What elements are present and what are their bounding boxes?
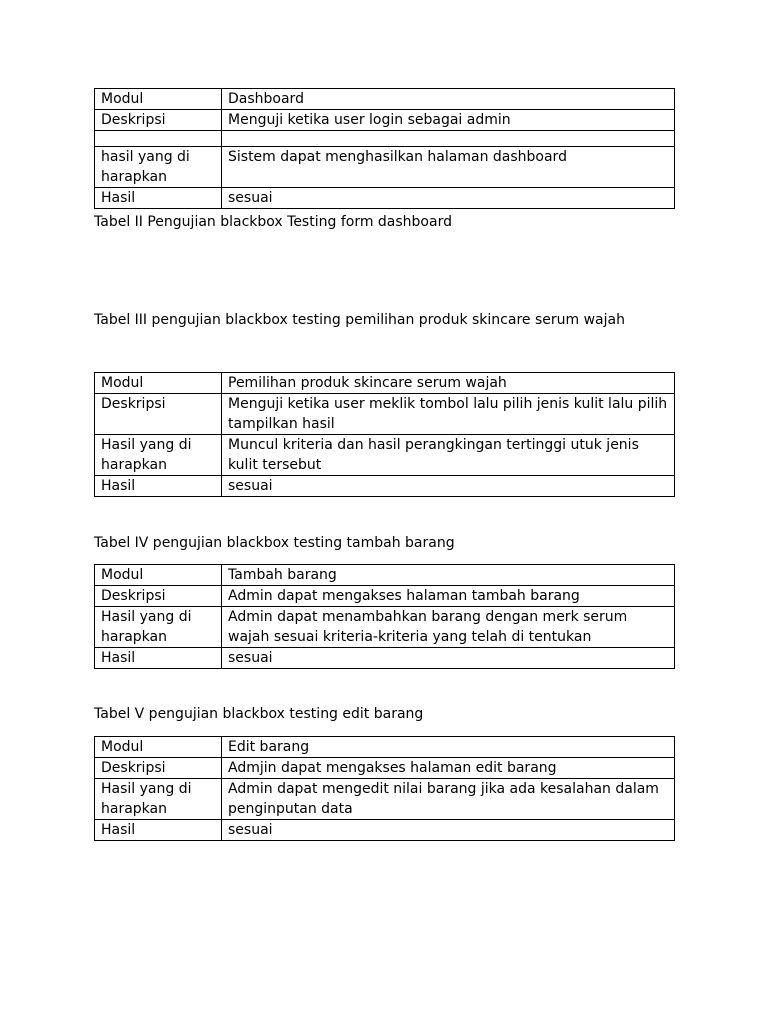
row-label: hasil yang di harapkan	[95, 147, 222, 188]
row-value: Edit barang	[222, 737, 675, 758]
row-value: sesuai	[222, 476, 675, 497]
table-product-selection	[94, 372, 675, 497]
row-value: Admin dapat menambahkan barang dengan merk serum wajah sesuai kriteria-kriteria yang telah di tentukan	[222, 607, 675, 648]
table-edit-item	[94, 736, 675, 841]
row-label: Deskripsi	[95, 110, 222, 131]
row-label: Modul	[95, 565, 222, 586]
table-caption: Tabel V pengujian blackbox testing edit barang	[94, 706, 424, 722]
table-row	[95, 373, 675, 394]
row-label: Deskripsi	[95, 586, 222, 607]
table-row	[95, 737, 675, 758]
row-value: sesuai	[222, 648, 675, 669]
table-row	[95, 89, 675, 110]
row-value: Admin dapat mengedit nilai barang jika ada kesalahan dalam penginputan data	[222, 779, 675, 820]
table-row	[95, 394, 675, 435]
row-value	[222, 131, 675, 147]
table-row	[95, 607, 675, 648]
row-label: Hasil yang di harapkan	[95, 607, 222, 648]
table-row	[95, 110, 675, 131]
table-row	[95, 779, 675, 820]
row-label: Deskripsi	[95, 758, 222, 779]
row-value: Menguji ketika user meklik tombol lalu pilih jenis kulit lalu pilih tampilkan hasil	[222, 394, 675, 435]
row-value: sesuai	[222, 188, 675, 209]
table-caption: Tabel IV pengujian blackbox testing tambah barang	[94, 535, 455, 551]
row-value: sesuai	[222, 820, 675, 841]
table-row	[95, 188, 675, 209]
table-row	[95, 476, 675, 497]
row-value: Menguji ketika user login sebagai admin	[222, 110, 675, 131]
row-value: Muncul kriteria dan hasil perangkingan tertinggi utuk jenis kulit tersebut	[222, 435, 675, 476]
row-label: Hasil	[95, 188, 222, 209]
row-value: Dashboard	[222, 89, 675, 110]
table-add-item	[94, 564, 675, 669]
table-row	[95, 565, 675, 586]
row-value: Admin dapat mengakses halaman tambah barang	[222, 586, 675, 607]
table-row	[95, 435, 675, 476]
row-label: Modul	[95, 737, 222, 758]
table-row	[95, 820, 675, 841]
row-value: Pemilihan produk skincare serum wajah	[222, 373, 675, 394]
table-row-empty	[95, 131, 675, 147]
row-label: Deskripsi	[95, 394, 222, 435]
table-row	[95, 648, 675, 669]
row-label: Modul	[95, 373, 222, 394]
row-label: Hasil	[95, 476, 222, 497]
row-value: Admjin dapat mengakses halaman edit barang	[222, 758, 675, 779]
table-caption: Tabel II Pengujian blackbox Testing form dashboard	[94, 214, 452, 230]
table-caption: Tabel III pengujian blackbox testing pemilihan produk skincare serum wajah	[94, 312, 625, 328]
row-label: Hasil yang di harapkan	[95, 435, 222, 476]
row-label: Modul	[95, 89, 222, 110]
table-row	[95, 147, 675, 188]
table-row	[95, 586, 675, 607]
row-label: Hasil	[95, 648, 222, 669]
row-label: Hasil yang di harapkan	[95, 779, 222, 820]
row-label: Hasil	[95, 820, 222, 841]
row-value: Sistem dapat menghasilkan halaman dashboard	[222, 147, 675, 188]
row-value: Tambah barang	[222, 565, 675, 586]
table-dashboard	[94, 88, 675, 209]
table-row	[95, 758, 675, 779]
row-label	[95, 131, 222, 147]
